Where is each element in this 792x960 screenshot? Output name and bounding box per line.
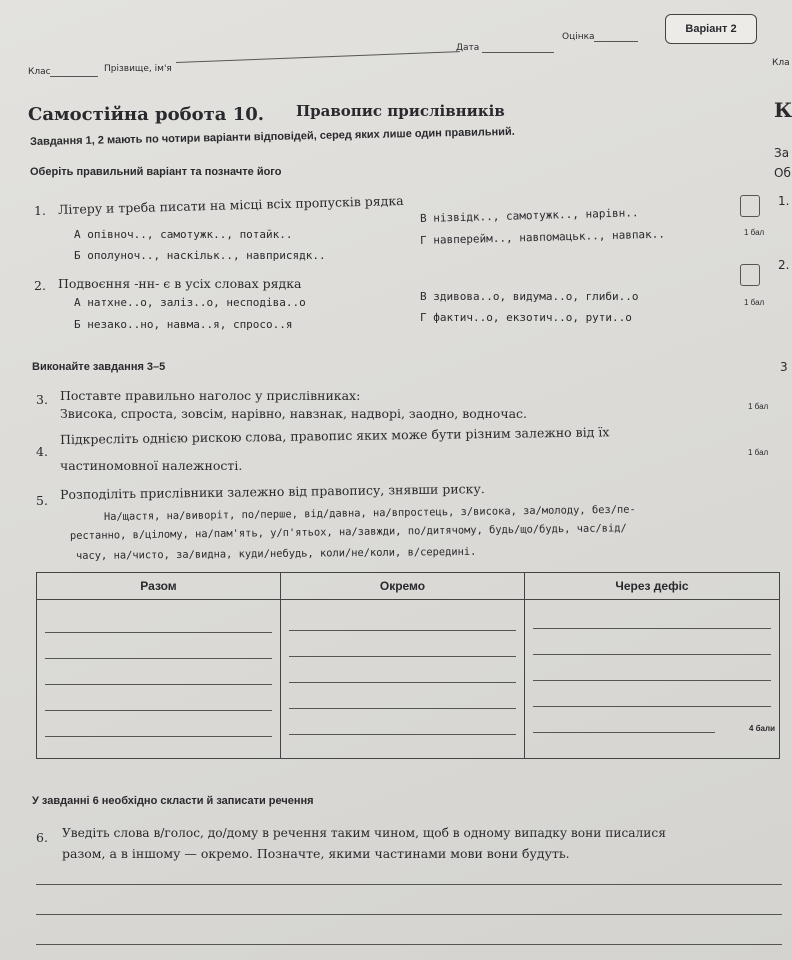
task4-points: 1 бал — [748, 448, 769, 457]
instruction-line-1: Завдання 1, 2 мають по чотири варіанти відповідей, серед яких лише один правильний. — [29, 125, 515, 148]
task4-number: 4. — [36, 444, 48, 459]
variant-label: Варіант 2 — [685, 23, 737, 35]
name-line[interactable] — [176, 51, 460, 63]
edge-ob: Об — [774, 166, 791, 180]
edge-n2: 2. — [778, 258, 790, 272]
variant-badge — [665, 14, 757, 44]
table-body-row — [37, 600, 780, 759]
task4-line-1: Підкресліть однією рискою слова, правопис яких може бути різним залежно від їх — [59, 424, 610, 447]
task2-answer-box[interactable] — [740, 264, 760, 286]
instruction-2: Виконайте завдання 3–5 — [32, 361, 166, 373]
task1-option-g[interactable]: Г навперейм.., навпомацьк.., навпак.. — [419, 227, 666, 247]
answer-line-3[interactable] — [36, 944, 782, 945]
column-header-together: Разом — [37, 573, 281, 600]
task1-answer-box[interactable] — [740, 195, 760, 217]
edge-za: За — [774, 146, 790, 160]
task2-option-b[interactable]: Б незако..но, навма..я, спросо..я — [74, 318, 293, 331]
grade-line[interactable] — [594, 41, 638, 42]
instruction-3: У завданні 6 необхідно скласти й записати речення — [32, 795, 314, 807]
edge-letter: К — [774, 98, 792, 122]
answer-line-2[interactable] — [36, 914, 782, 915]
task3-line-1: Поставте правильно наголос у прислівниках: — [60, 388, 361, 403]
page-title: Самостійна робота 10. — [28, 104, 265, 125]
task1-option-a[interactable]: А опівноч.., самотужк.., потайк.. — [74, 228, 293, 241]
edge-class-label: Кла — [772, 58, 790, 68]
task2-number: 2. — [34, 278, 46, 293]
task2-points: 1 бал — [744, 298, 765, 307]
task1-question: Літеру и треба писати на місці всіх пропусків рядка — [57, 192, 404, 217]
task5-line-3: рестанно, в/цілому, на/пам'ять, у/п'ятьох, на/завжди, по/дитячому, будь/що/будь, час/від/ — [69, 522, 627, 542]
task5-points: 4 бали — [748, 724, 775, 733]
task6-line-2: разом, а в іншому — окремо. Позначте, якими частинами мови вони будуть. — [62, 846, 570, 861]
task6-number: 6. — [36, 830, 48, 845]
edge-n3: 3 — [780, 360, 788, 374]
class-label: Клас — [28, 67, 51, 77]
class-line[interactable] — [50, 76, 98, 77]
date-label: Дата — [456, 43, 480, 53]
task5-line-1: Розподіліть прислівники залежно від правопису, знявши риску. — [59, 481, 485, 502]
task2-option-g[interactable]: Г фактич..о, екзотич..о, рути..о — [420, 311, 632, 324]
edge-n1: 1. — [778, 194, 790, 208]
answer-cell-together[interactable] — [37, 600, 281, 759]
task5-number: 5. — [36, 493, 48, 508]
page-topic: Правопис прислівників — [296, 102, 505, 120]
task3-number: 3. — [36, 392, 48, 407]
name-label: Прізвище, ім'я — [104, 64, 172, 74]
task5-line-4: часу, на/чисто, за/видна, куди/небудь, коли/не/коли, в/середині. — [75, 545, 477, 562]
task6-line-1: Уведіть слова в/голос, до/дому в речення таким чином, щоб в одному випадку вони писалися — [62, 826, 666, 840]
task4-line-2: частиномовної належності. — [60, 458, 243, 473]
task5-answer-table — [36, 572, 780, 759]
task3-points: 1 бал — [748, 402, 769, 411]
column-header-separate: Окремо — [281, 573, 525, 600]
task1-number: 1. — [34, 203, 46, 218]
date-line[interactable] — [482, 52, 554, 53]
answer-line-1[interactable] — [36, 884, 782, 885]
answer-cell-separate[interactable] — [281, 600, 525, 759]
table-header-row — [37, 573, 780, 600]
task2-question: Подвоєння -нн- є в усіх словах рядка — [58, 276, 302, 291]
task3-line-2: Звисока, спроста, зовсім, нарівно, навзнак, надворі, заодно, водночас. — [60, 406, 528, 421]
task1-points: 1 бал — [744, 228, 765, 237]
task1-option-v[interactable]: В нізвідк.., самотужк.., нарівн.. — [419, 206, 639, 225]
task2-option-v[interactable]: В здивова..о, видума..о, глиби..о — [420, 290, 639, 303]
task5-line-2: На/щастя, на/виворіт, по/перше, від/давна, на/впростець, з/висока, за/молоду, без/пе- — [103, 503, 636, 523]
column-header-hyphen: Через дефіс — [525, 573, 780, 600]
answer-cell-hyphen[interactable] — [525, 600, 780, 759]
grade-label: Оцінка — [562, 32, 595, 42]
task1-option-b[interactable]: Б ополуноч.., наскільк.., навприсядк.. — [74, 249, 326, 262]
task2-option-a[interactable]: А натхне..о, заліз..о, несподіва..о — [74, 296, 306, 309]
instruction-line-2: Оберіть правильний варіант та позначте його — [30, 166, 282, 178]
